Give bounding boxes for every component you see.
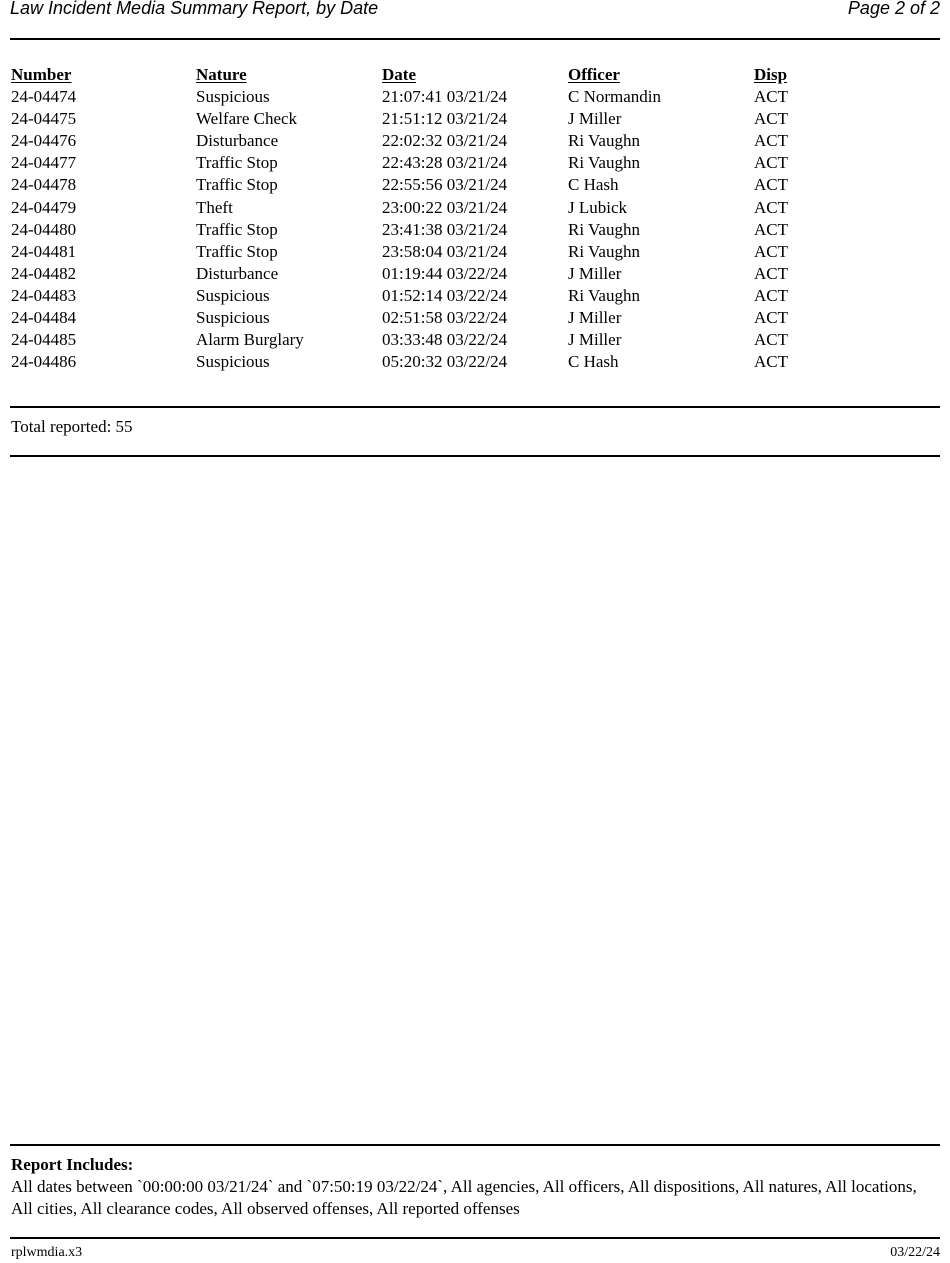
cell-officer: Ri Vaughn: [568, 241, 640, 261]
table-row: [11, 108, 941, 130]
cell-date: 02:51:58 03/22/24: [382, 308, 508, 328]
cell-nature: Theft: [196, 197, 233, 217]
cell-nature: Traffic Stop: [196, 175, 278, 195]
cell-date: 21:07:41 03/21/24: [382, 87, 508, 107]
table-row: [11, 174, 941, 196]
table-header-row: [11, 64, 941, 86]
cell-date: 03:33:48 03/22/24: [382, 330, 508, 350]
cell-date: 01:52:14 03/22/24: [382, 285, 508, 305]
cell-date: 23:00:22 03/21/24: [382, 197, 508, 217]
cell-number: 24-04485: [11, 330, 77, 350]
report-title: Law Incident Media Summary Report, by Date: [10, 0, 379, 18]
cell-officer: J Miller: [568, 330, 622, 350]
cell-number: 24-04478: [11, 175, 77, 195]
cell-date: 22:55:56 03/21/24: [382, 175, 508, 195]
table-row: [11, 351, 941, 373]
cell-date: 23:58:04 03/21/24: [382, 241, 508, 261]
cell-nature: Traffic Stop: [196, 241, 278, 261]
table-body: [11, 86, 941, 373]
cell-disp: ACT: [754, 87, 788, 107]
cell-number: 24-04481: [11, 241, 77, 261]
cell-date: 05:20:32 03/22/24: [382, 352, 508, 372]
cell-nature: Alarm Burglary: [196, 330, 304, 350]
cell-nature: Suspicious: [196, 308, 270, 328]
table-row: [11, 263, 941, 285]
table-row: [11, 86, 941, 108]
cell-date: 22:02:32 03/21/24: [382, 131, 508, 151]
cell-disp: ACT: [754, 330, 788, 350]
table-row: [11, 307, 941, 329]
cell-disp: ACT: [754, 308, 788, 328]
cell-number: 24-04475: [11, 109, 77, 129]
column-header-nature: Nature: [196, 65, 247, 84]
cell-number: 24-04486: [11, 352, 77, 372]
cell-officer: J Miller: [568, 263, 622, 283]
cell-disp: ACT: [754, 109, 788, 129]
cell-disp: ACT: [754, 153, 788, 173]
cell-officer: J Miller: [568, 109, 622, 129]
cell-officer: C Normandin: [568, 87, 662, 107]
cell-officer: J Lubick: [568, 197, 628, 217]
table-row: [11, 152, 941, 174]
column-header-number: Number: [11, 65, 72, 84]
cell-nature: Disturbance: [196, 131, 279, 151]
column-header-officer: Officer: [568, 65, 620, 84]
cell-nature: Welfare Check: [196, 109, 298, 129]
cell-number: 24-04480: [11, 219, 77, 239]
cell-disp: ACT: [754, 352, 788, 372]
cell-number: 24-04482: [11, 263, 77, 283]
cell-nature: Suspicious: [196, 87, 270, 107]
page-number: Page 2 of 2: [847, 0, 940, 18]
table-row: [11, 285, 941, 307]
footer-divider: [10, 1237, 940, 1239]
cell-number: 24-04476: [11, 131, 77, 151]
cell-officer: Ri Vaughn: [568, 219, 640, 239]
total-reported: Total reported: 55: [11, 417, 133, 436]
cell-number: 24-04484: [11, 308, 77, 328]
cell-nature: Disturbance: [196, 263, 279, 283]
cell-number: 24-04477: [11, 153, 77, 173]
report-header: [10, 0, 940, 20]
cell-nature: Traffic Stop: [196, 153, 278, 173]
cell-number: 24-04483: [11, 285, 77, 305]
report-includes-title: Report Includes:: [11, 1155, 134, 1174]
report-includes-text: All dates between `00:00:00 03/21/24` and `07:50:19 03/22/24`, All agencies, All officers, All dispositions, All natures, All locations, All cities, All clearance codes, All observed offenses, All reported offenses: [11, 1177, 917, 1218]
table-row: [11, 130, 941, 152]
column-header-date: Date: [382, 65, 416, 84]
cell-disp: ACT: [754, 241, 788, 261]
cell-disp: ACT: [754, 131, 788, 151]
cell-officer: J Miller: [568, 308, 622, 328]
cell-nature: Suspicious: [196, 285, 270, 305]
cell-number: 24-04474: [11, 87, 77, 107]
cell-disp: ACT: [754, 263, 788, 283]
cell-officer: C Hash: [568, 175, 619, 195]
table-row: [11, 197, 941, 219]
table-row: [11, 329, 941, 351]
cell-officer: Ri Vaughn: [568, 153, 640, 173]
cell-date: 23:41:38 03/21/24: [382, 219, 508, 239]
header-divider: [10, 38, 940, 40]
cell-number: 24-04479: [11, 197, 77, 217]
table-row: [11, 219, 941, 241]
report-file-name: rplwmdia.x3: [11, 1245, 83, 1260]
cell-disp: ACT: [754, 175, 788, 195]
report-print-date: 03/22/24: [890, 1245, 940, 1260]
cell-officer: C Hash: [568, 352, 619, 372]
cell-disp: ACT: [754, 219, 788, 239]
cell-date: 22:43:28 03/21/24: [382, 153, 508, 173]
includes-top-divider: [10, 1144, 940, 1146]
table-bottom-divider: [10, 406, 940, 408]
cell-disp: ACT: [754, 285, 788, 305]
column-header-disp: Disp: [754, 65, 788, 84]
cell-disp: ACT: [754, 197, 788, 217]
total-divider: [10, 455, 940, 457]
cell-date: 21:51:12 03/21/24: [382, 109, 508, 129]
cell-officer: Ri Vaughn: [568, 285, 640, 305]
cell-date: 01:19:44 03/22/24: [382, 263, 508, 283]
table-row: [11, 241, 941, 263]
cell-nature: Suspicious: [196, 352, 270, 372]
report-includes-section: [11, 1154, 939, 1220]
cell-officer: Ri Vaughn: [568, 131, 640, 151]
incident-table: [11, 64, 941, 373]
cell-nature: Traffic Stop: [196, 219, 278, 239]
